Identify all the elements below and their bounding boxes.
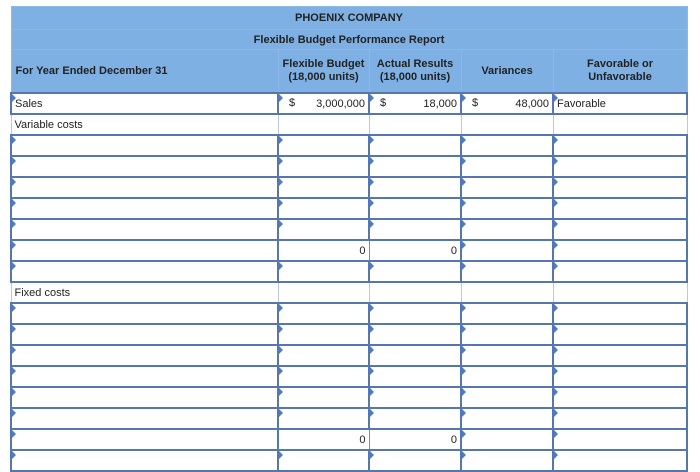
input-marker-icon [462,409,466,417]
sales-actual-input[interactable]: $ 18,000 [369,93,461,114]
input-marker-icon [370,367,374,375]
input-marker-icon [554,241,558,249]
fixed-costs-actual-input[interactable] [369,450,461,471]
empty-cell [461,282,553,303]
variable-costs-fav-unfav-select[interactable] [553,156,687,177]
fixed-costs-variance-input[interactable] [461,324,553,345]
variable-costs-total-row [11,240,687,261]
input-marker-icon [554,430,558,438]
total-value: 0 [359,433,366,446]
variable-costs-fav-unfav-select[interactable] [553,219,687,240]
variable-costs-item-name-input[interactable] [11,198,278,219]
fixed-costs-fav-unfav-select[interactable] [553,324,687,345]
input-marker-icon [554,409,558,417]
input-marker-icon [370,409,374,417]
input-marker-icon [462,346,466,354]
variable-costs-flexible-input[interactable] [278,156,369,177]
variable-costs-actual-input[interactable] [369,177,461,198]
input-marker-icon [279,346,283,354]
input-marker-icon [554,94,558,102]
variable-costs-actual-input[interactable] [369,219,461,240]
input-marker-icon [462,451,466,459]
input-marker-icon [279,451,283,459]
variable-costs-item-name-input[interactable] [11,177,278,198]
empty-cell [278,282,369,303]
empty-cell [461,114,553,135]
variable-costs-flexible-input[interactable] [278,219,369,240]
sales-label[interactable]: Sales [11,93,278,114]
report-title: Flexible Budget Performance Report [11,30,687,50]
input-marker-icon [12,178,16,186]
fixed-costs-row [11,303,687,324]
input-marker-icon [12,241,16,249]
input-marker-icon [12,451,16,459]
fixed-costs-actual-input[interactable] [369,324,461,345]
variable-costs-actual-input[interactable] [369,135,461,156]
input-marker-icon [370,451,374,459]
col-actual-results: Actual Results (18,000 units) [369,50,461,94]
fixed-costs-flexible-input[interactable] [278,303,369,324]
input-marker-icon [279,220,283,228]
fixed-costs-variance-input[interactable] [461,345,553,366]
fixed-costs-fav-unfav-select[interactable] [553,429,687,450]
fixed-costs-fav-unfav-select[interactable] [553,303,687,324]
fixed-costs-header-row [11,282,687,303]
col-flexible-budget: Flexible Budget (18,000 units) [278,50,369,94]
input-marker-icon [370,157,374,165]
variable-costs-row [11,261,687,282]
fixed-costs-row [11,345,687,366]
variable-costs-row [11,177,687,198]
input-marker-icon [554,157,558,165]
input-marker-icon [554,325,558,333]
empty-cell [553,282,687,303]
variable-costs-label [11,114,278,135]
input-marker-icon [12,409,16,417]
variable-costs-row [11,198,687,219]
fixed-costs-fav-unfav-select[interactable] [553,387,687,408]
variable-costs-flexible-input[interactable] [278,198,369,219]
fixed-costs-variance-input[interactable] [461,408,553,429]
fixed-costs-actual-input[interactable] [369,387,461,408]
input-marker-icon [462,94,466,102]
input-marker-icon [554,367,558,375]
variable-costs-row [11,135,687,156]
variable-costs-item-name-input[interactable] [11,261,278,282]
variable-costs-fav-unfav-select[interactable] [553,240,687,261]
variable-costs-header-row [11,114,687,135]
col-variances: Variances [461,50,553,94]
fixed-costs-flexible-input[interactable] [278,345,369,366]
variable-costs-item-name-input[interactable] [11,156,278,177]
input-marker-icon [462,430,466,438]
fixed-costs-item-name-input[interactable] [11,366,278,387]
input-marker-icon [12,262,16,270]
fixed-costs-flexible-input[interactable] [278,366,369,387]
fixed-costs-variance-input[interactable] [461,366,553,387]
variable-costs-item-name-input[interactable] [11,219,278,240]
input-marker-icon [462,262,466,270]
fixed-costs-item-name-input[interactable] [11,450,278,471]
company-name: PHOENIX COMPANY [11,7,687,30]
input-marker-icon [12,136,16,144]
total-value: 0 [359,244,366,257]
input-marker-icon [12,94,16,102]
input-marker-icon [554,199,558,207]
fixed-costs-item-name-input[interactable] [11,324,278,345]
input-marker-icon [554,220,558,228]
fixed-costs-actual-input[interactable] [369,303,461,324]
sales-fav-select[interactable]: Favorable [553,93,687,114]
sales-row [11,93,687,114]
input-marker-icon [462,241,466,249]
fixed-costs-fav-unfav-select[interactable] [553,408,687,429]
input-marker-icon [279,262,283,270]
input-marker-icon [554,388,558,396]
variable-costs-total-actual [369,240,461,261]
input-marker-icon [12,304,16,312]
variable-costs-variance-input[interactable] [461,177,553,198]
fixed-costs-variance-input[interactable] [461,429,553,450]
fixed-costs-label [11,282,278,303]
input-marker-icon [12,220,16,228]
fixed-costs-row [11,366,687,387]
fixed-costs-actual-input[interactable] [369,408,461,429]
input-marker-icon [554,136,558,144]
input-marker-icon [279,325,283,333]
fixed-costs-row [11,408,687,429]
variable-costs-flexible-input[interactable] [278,261,369,282]
input-marker-icon [462,136,466,144]
fixed-costs-row [11,324,687,345]
input-marker-icon [462,178,466,186]
fixed-costs-item-name-input[interactable] [11,429,278,450]
total-value: 0 [450,433,457,446]
input-marker-icon [279,409,283,417]
input-marker-icon [462,325,466,333]
fixed-costs-variance-input[interactable] [461,387,553,408]
input-marker-icon [279,367,283,375]
variable-costs-flexible-input[interactable] [278,177,369,198]
variable-costs-total-flexible [278,240,369,261]
empty-cell [553,114,687,135]
flexible-budget-table [10,6,688,472]
fixed-costs-flexible-input[interactable] [278,408,369,429]
input-marker-icon [370,388,374,396]
fixed-costs-fav-unfav-select[interactable] [553,345,687,366]
input-marker-icon [370,262,374,270]
fixed-costs-row [11,450,687,471]
fixed-costs-actual-input[interactable] [369,345,461,366]
input-marker-icon [12,346,16,354]
input-marker-icon [279,94,283,102]
fixed-costs-row [11,387,687,408]
input-marker-icon [12,430,16,438]
fixed-costs-actual-input[interactable] [369,366,461,387]
variable-costs-variance-input[interactable] [461,219,553,240]
variable-costs-label-text: Variable costs [14,118,83,131]
variable-costs-actual-input[interactable] [369,261,461,282]
empty-cell [278,114,369,135]
input-marker-icon [370,136,374,144]
input-marker-icon [12,388,16,396]
fixed-costs-flexible-input[interactable] [278,387,369,408]
fixed-costs-total-row [11,429,687,450]
input-marker-icon [370,346,374,354]
fixed-costs-item-name-input[interactable] [11,303,278,324]
variable-costs-variance-input[interactable] [461,261,553,282]
sales-variance-input[interactable]: $ 48,000 [461,93,553,114]
variable-costs-fav-unfav-select[interactable] [553,177,687,198]
sales-flexible-input[interactable]: $ 3,000,000 [278,93,369,114]
variable-costs-row [11,156,687,177]
fixed-costs-fav-unfav-select[interactable] [553,450,687,471]
input-marker-icon [279,199,283,207]
fixed-costs-item-name-input[interactable] [11,345,278,366]
fixed-costs-total-actual [369,429,461,450]
empty-cell [369,282,461,303]
input-marker-icon [370,178,374,186]
fixed-costs-fav-unfav-select[interactable] [553,366,687,387]
input-marker-icon [279,178,283,186]
input-marker-icon [12,199,16,207]
input-marker-icon [554,262,558,270]
variable-costs-fav-unfav-select[interactable] [553,198,687,219]
variable-costs-variance-input[interactable] [461,156,553,177]
empty-cell [369,114,461,135]
total-value: 0 [450,244,457,257]
variable-costs-flexible-input[interactable] [278,135,369,156]
variable-costs-variance-input[interactable] [461,135,553,156]
variable-costs-item-name-input[interactable] [11,240,278,261]
input-marker-icon [462,304,466,312]
input-marker-icon [462,220,466,228]
input-marker-icon [370,94,374,102]
period-label: For Year Ended December 31 [11,50,278,94]
fixed-costs-item-name-input[interactable] [11,408,278,429]
fixed-costs-flexible-input[interactable] [278,324,369,345]
input-marker-icon [462,367,466,375]
input-marker-icon [462,157,466,165]
input-marker-icon [462,388,466,396]
fixed-costs-variance-input[interactable] [461,450,553,471]
input-marker-icon [279,388,283,396]
input-marker-icon [554,346,558,354]
input-marker-icon [462,199,466,207]
fixed-costs-item-name-input[interactable] [11,387,278,408]
variable-costs-row [11,219,687,240]
input-marker-icon [370,220,374,228]
input-marker-icon [279,157,283,165]
input-marker-icon [370,199,374,207]
input-marker-icon [279,136,283,144]
input-marker-icon [370,304,374,312]
variable-costs-fav-unfav-select[interactable] [553,261,687,282]
input-marker-icon [554,451,558,459]
fixed-costs-variance-input[interactable] [461,303,553,324]
input-marker-icon [554,304,558,312]
input-marker-icon [370,325,374,333]
col-favorable-unfavorable: Favorable or Unfavorable [553,50,687,94]
variable-costs-variance-input[interactable] [461,198,553,219]
input-marker-icon [554,178,558,186]
input-marker-icon [279,304,283,312]
variable-costs-actual-input[interactable] [369,198,461,219]
fixed-costs-label-text: Fixed costs [14,286,71,299]
input-marker-icon [12,367,16,375]
fixed-costs-flexible-input[interactable] [278,450,369,471]
variable-costs-variance-input[interactable] [461,240,553,261]
variable-costs-fav-unfav-select[interactable] [553,135,687,156]
fixed-costs-total-flexible [278,429,369,450]
variable-costs-actual-input[interactable] [369,156,461,177]
input-marker-icon [12,325,16,333]
input-marker-icon [12,157,16,165]
variable-costs-item-name-input[interactable] [11,135,278,156]
